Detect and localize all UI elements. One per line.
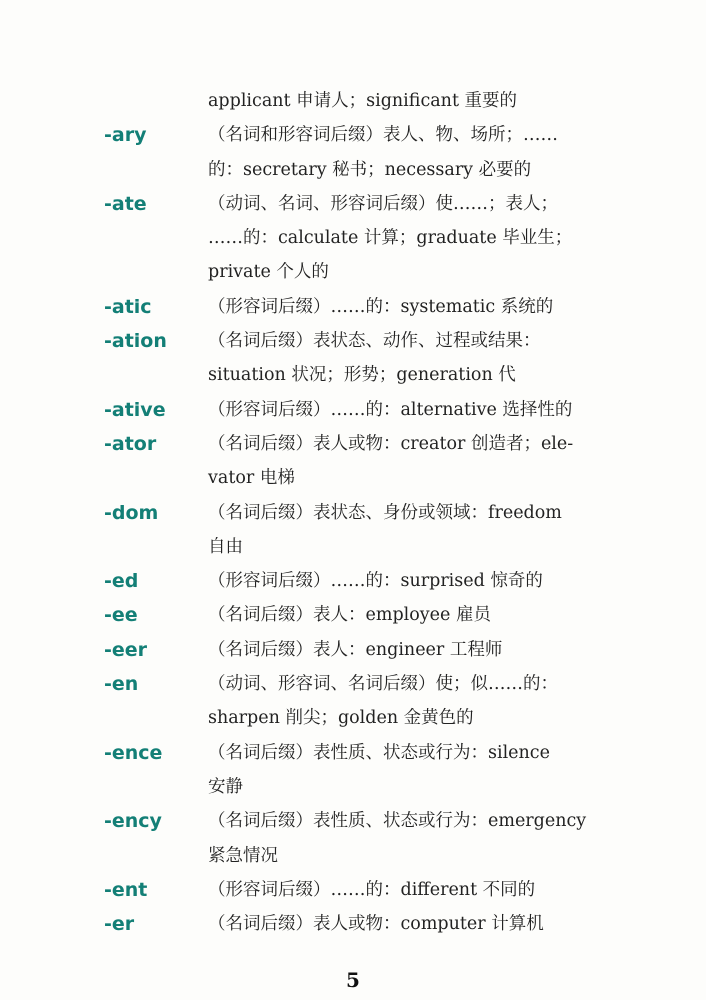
entry-definition-text: 的：secretary 秘书；necessary 必要的 bbox=[208, 159, 532, 180]
suffix-term: -ator bbox=[104, 432, 157, 455]
entry-continuation-row bbox=[0, 530, 706, 564]
suffix-term: -ent bbox=[104, 878, 148, 901]
entry-definition-text: （名词后缀）表性质、状态或行为：silence bbox=[208, 742, 550, 763]
entry-row bbox=[0, 496, 706, 530]
entry-row bbox=[0, 736, 706, 770]
entry-row bbox=[0, 564, 706, 598]
entry-definition-text: 自由 bbox=[208, 536, 243, 557]
suffix-term: -ation bbox=[104, 330, 167, 353]
suffix-term: -atic bbox=[104, 295, 152, 318]
entry-definition-text: （名词后缀）表人或物：computer 计算机 bbox=[208, 914, 544, 935]
suffix-term: -ence bbox=[104, 741, 163, 764]
entry-continuation-row bbox=[0, 839, 706, 873]
entry-definition-text: （名词后缀）表人或物：creator 创造者；ele- bbox=[208, 433, 574, 454]
suffix-term: -en bbox=[104, 673, 139, 696]
entry-row bbox=[0, 873, 706, 907]
entry-definition-text: （名词后缀）表状态、动作、过程或结果： bbox=[208, 331, 541, 352]
suffix-term: -er bbox=[104, 913, 135, 936]
suffix-term: -ed bbox=[104, 570, 139, 593]
entry-definition-text: （名词后缀）表状态、身份或领域：freedom bbox=[208, 502, 562, 523]
page-number: 5 bbox=[346, 968, 360, 992]
entry-definition-text: 安静 bbox=[208, 776, 243, 797]
entry-row bbox=[0, 324, 706, 358]
suffix-term: -ency bbox=[104, 810, 162, 833]
entry-row bbox=[0, 393, 706, 427]
entry-definition-text: 紧急情况 bbox=[208, 845, 278, 866]
entry-row bbox=[0, 118, 706, 152]
entry-definition-text: situation 状况；形势；generation 代 bbox=[208, 365, 516, 386]
entry-row bbox=[0, 633, 706, 667]
entry-row bbox=[0, 427, 706, 461]
entry-row bbox=[0, 804, 706, 838]
suffix-entry-list bbox=[0, 84, 706, 941]
entry-definition-text: （动词、名词、形容词后缀）使……；表人； bbox=[208, 193, 558, 214]
entry-row bbox=[0, 84, 706, 118]
entry-definition-text: sharpen 削尖；golden 金黄色的 bbox=[208, 708, 474, 729]
entry-definition-text: （动词、形容词、名词后缀）使；似……的： bbox=[208, 674, 558, 695]
entry-definition-text: vator 电梯 bbox=[208, 468, 295, 489]
suffix-term: -ary bbox=[104, 124, 147, 147]
entry-continuation-row bbox=[0, 153, 706, 187]
entry-definition-text: （形容词后缀）……的：different 不同的 bbox=[208, 879, 536, 900]
entry-row bbox=[0, 187, 706, 221]
entry-continuation-row bbox=[0, 255, 706, 289]
entry-continuation-row bbox=[0, 461, 706, 495]
entry-definition-text: applicant 申请人；significant 重要的 bbox=[208, 91, 518, 111]
entry-definition-text: （名词和形容词后缀）表人、物、场所；…… bbox=[208, 125, 558, 146]
entry-definition-text: （形容词后缀）……的：alternative 选择性的 bbox=[208, 399, 573, 420]
suffix-term: -eer bbox=[104, 638, 148, 661]
entry-continuation-row bbox=[0, 770, 706, 804]
entry-continuation-row bbox=[0, 221, 706, 255]
entry-definition-text: （名词后缀）表人：employee 雇员 bbox=[208, 605, 491, 626]
entry-definition-text: ……的：calculate 计算；graduate 毕业生； bbox=[208, 228, 573, 249]
suffix-term: -ee bbox=[104, 604, 138, 627]
entry-continuation-row bbox=[0, 701, 706, 735]
entry-definition-text: （形容词后缀）……的：surprised 惊奇的 bbox=[208, 571, 543, 592]
entry-row bbox=[0, 290, 706, 324]
entry-row bbox=[0, 907, 706, 941]
entry-row bbox=[0, 667, 706, 701]
suffix-term: -ative bbox=[104, 398, 166, 421]
entry-row bbox=[0, 598, 706, 632]
suffix-term: -ate bbox=[104, 192, 147, 215]
entry-definition-text: （形容词后缀）……的：systematic 系统的 bbox=[208, 296, 554, 317]
suffix-term: -dom bbox=[104, 501, 159, 524]
entry-definition-text: private 个人的 bbox=[208, 262, 329, 283]
entry-continuation-row bbox=[0, 358, 706, 392]
entry-definition-text: （名词后缀）表人：engineer 工程师 bbox=[208, 639, 503, 660]
entry-definition-text: （名词后缀）表性质、状态或行为：emergency bbox=[208, 811, 587, 832]
